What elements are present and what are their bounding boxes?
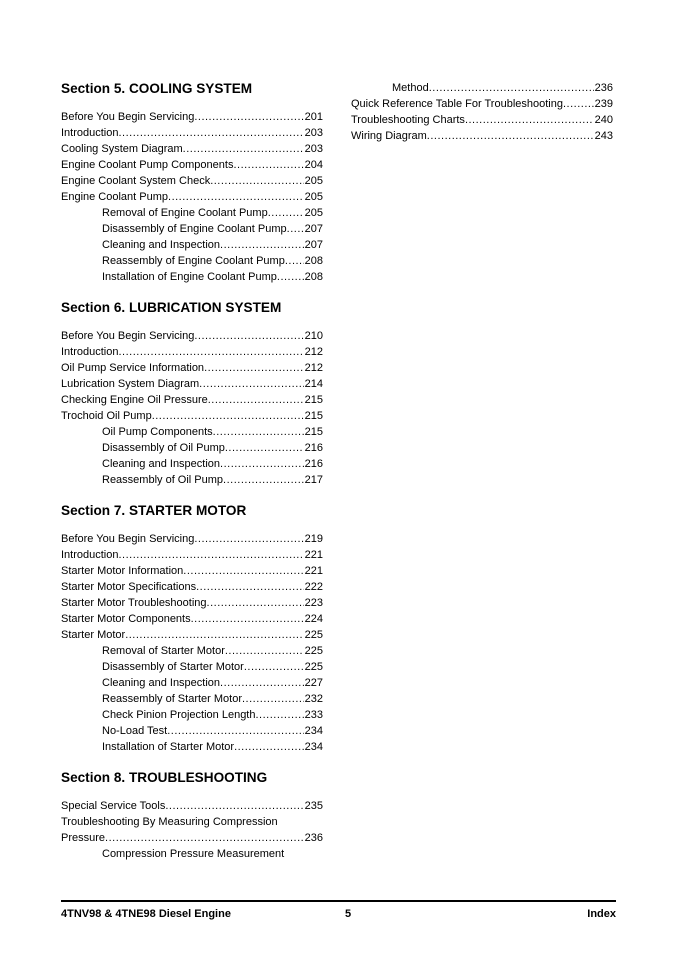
toc-entry [61,814,323,830]
toc-entry-page-number: 204 [304,159,323,171]
dot-leader [118,344,303,360]
toc-section [61,502,323,755]
toc-entry-label: Reassembly of Engine Coolant Pump [102,255,285,267]
toc-entry [61,707,323,723]
toc-entry-page-number: 221 [304,565,323,577]
toc-entry-page-number: 236 [594,82,613,94]
toc-entry-label: Disassembly of Engine Coolant Pump [102,223,287,235]
section-heading: Section 8. TROUBLESHOOTING [61,770,268,785]
toc-entry-label: Before You Begin Servicing [61,111,195,123]
dot-leader [225,440,304,456]
toc-entry [351,80,613,96]
toc-entry-label: Reassembly of Oil Pump [102,474,224,486]
toc-entry [61,563,323,579]
toc-entry-label: Cleaning and Inspection [102,677,221,689]
toc-entry-page-number: 214 [304,378,323,390]
toc-entry-page-number: 225 [304,661,323,673]
toc-entry-page-number: 210 [304,330,323,342]
toc-entry-page-number: 205 [304,207,323,219]
toc-entry [61,675,323,691]
toc-entry-page-number: 215 [304,426,323,438]
toc-entry [61,392,323,408]
toc-entry-label: Engine Coolant Pump [61,191,169,203]
toc-entry [61,547,323,563]
toc-entry-label: Check Pinion Projection Length [102,709,256,721]
dot-leader [563,96,594,112]
toc-entry-label: Oil Pump Components [102,426,213,438]
toc-entry-page-number: 235 [304,800,323,812]
toc-entry [351,96,613,112]
toc-entry-label: Cleaning and Inspection [102,458,221,470]
dot-leader [183,563,303,579]
toc-entry-page-number: 205 [304,175,323,187]
toc-entry-page-number: 216 [304,442,323,454]
toc-entry-label: Starter Motor Components [61,613,191,625]
toc-entry-label: Method [392,82,429,94]
dot-leader [268,205,304,221]
dot-leader [168,189,304,205]
toc-entry-label: Compression Pressure Measurement [102,848,285,860]
dot-leader [183,141,304,157]
toc-entry [61,205,323,221]
toc-section [61,80,323,285]
dot-leader [225,643,304,659]
toc-entry-page-number: 223 [304,597,323,609]
toc-entry-label: Before You Begin Servicing [61,330,195,342]
toc-entry-page-number: 225 [304,645,323,657]
dot-leader [277,269,304,285]
toc-entry-page-number: 207 [304,239,323,251]
toc-entry [61,611,323,627]
section-heading: Section 5. COOLING SYSTEM [61,81,253,96]
dot-leader [196,579,304,595]
toc-entry-label: Installation of Engine Coolant Pump [102,271,277,283]
dot-leader [118,125,303,141]
toc-entry [61,595,323,611]
toc-entry [61,109,323,125]
toc-entry [61,237,323,253]
toc-entry-label: Engine Coolant System Check [61,175,211,187]
dot-leader [210,173,303,189]
toc-entry [61,157,323,173]
toc-entry-page-number: 203 [304,127,323,139]
toc-entry [61,221,323,237]
toc-entry-label: Lubrication System Diagram [61,378,200,390]
toc-entry-page-number: 208 [304,255,323,267]
toc-left-column [61,80,323,862]
toc-entry [61,723,323,739]
toc-entry [61,328,323,344]
toc-entry [61,579,323,595]
dot-leader [208,392,304,408]
dot-leader [465,112,594,128]
toc-entry-page-number: 203 [304,143,323,155]
dot-leader [194,328,303,344]
toc-entry-page-number: 219 [304,533,323,545]
toc-entry [61,189,323,205]
dot-leader [152,408,304,424]
toc-entry-page-number: 240 [594,114,613,126]
toc-entry-label: Reassembly of Starter Motor [102,693,242,705]
toc-entry-label: Trochoid Oil Pump [61,410,152,422]
toc-entry-page-number: 207 [304,223,323,235]
toc-entry-page-number: 224 [304,613,323,625]
dot-leader [233,157,303,173]
toc-entry-label: Before You Begin Servicing [61,533,195,545]
toc-entry-page-number: 236 [304,832,323,844]
dot-leader [118,547,303,563]
toc-entry [61,739,323,755]
toc-entry-label: Disassembly of Oil Pump [102,442,225,454]
dot-leader [220,456,304,472]
toc-entry-label: Cooling System Diagram [61,143,183,155]
dot-leader [285,253,304,269]
toc-entry [351,112,613,128]
toc-entry-label: Troubleshooting By Measuring Compression [61,816,278,828]
footer-document-title: 4TNV98 & 4TNE98 Diesel Engine [61,908,231,920]
toc-entry [61,798,323,814]
dot-leader [234,739,304,755]
dot-leader [213,424,304,440]
toc-entry-page-number: 216 [304,458,323,470]
toc-entry-page-number: 212 [304,346,323,358]
toc-entry-label: Pressure [61,832,106,844]
toc-entry [61,141,323,157]
dot-leader [105,830,304,846]
toc-entry [61,472,323,488]
footer-section-name: Index [587,908,616,920]
toc-entry-label: Quick Reference Table For Troubleshooting [351,98,563,110]
toc-entry-page-number: 205 [304,191,323,203]
toc-entry-label: Checking Engine Oil Pressure [61,394,208,406]
toc-entry-page-number: 243 [594,130,613,142]
toc-entry [61,269,323,285]
toc-entry-label: Removal of Starter Motor [102,645,225,657]
page-footer [61,900,616,926]
toc-entry-label: Introduction [61,549,119,561]
toc-entry-page-number: 215 [304,410,323,422]
dot-leader [194,531,303,547]
toc-entry-page-number: 234 [304,741,323,753]
toc-entry-page-number: 212 [304,362,323,374]
toc-entry-page-number: 222 [304,581,323,593]
toc-entry-label: Disassembly of Starter Motor [102,661,244,673]
dot-leader [191,611,304,627]
section-heading: Section 6. LUBRICATION SYSTEM [61,300,282,315]
toc-entry [61,531,323,547]
toc-entry-page-number: 201 [304,111,323,123]
toc-entry [61,659,323,675]
toc-entry [61,424,323,440]
dot-leader [244,659,304,675]
toc-entry [61,830,323,846]
dot-leader [429,80,594,96]
toc-entry-label: Introduction [61,346,119,358]
dot-leader [220,675,304,691]
dot-leader [125,627,303,643]
footer-page-number: 5 [345,908,352,920]
toc-entry [61,627,323,643]
toc-entry [61,846,323,862]
toc-entry [61,344,323,360]
toc-entry [61,408,323,424]
toc-entry-page-number: 227 [304,677,323,689]
dot-leader [194,109,303,125]
section-heading: Section 7. STARTER MOTOR [61,503,247,518]
toc-section [61,299,323,488]
toc-entry [61,691,323,707]
toc-entry-label: Installation of Starter Motor [102,741,235,753]
toc-entry-label: Starter Motor Troubleshooting [61,597,207,609]
toc-entry [61,376,323,392]
toc-entry [61,456,323,472]
dot-leader [287,221,304,237]
toc-entry-label: Oil Pump Service Information [61,362,205,374]
toc-entry-page-number: 234 [304,725,323,737]
dot-leader [207,595,304,611]
dot-leader [199,376,303,392]
toc-entry-page-number: 239 [594,98,613,110]
toc-entry [61,125,323,141]
toc-entry-label: Starter Motor [61,629,126,641]
toc-right-column [351,80,613,144]
toc-entry-label: Engine Coolant Pump Components [61,159,234,171]
toc-entry [61,440,323,456]
toc-section [61,769,323,862]
toc-entry-label: Special Service Tools [61,800,166,812]
toc-entry-page-number: 225 [304,629,323,641]
toc-entry-label: Cleaning and Inspection [102,239,221,251]
toc-entry [61,253,323,269]
toc-entry-page-number: 232 [304,693,323,705]
dot-leader [242,691,304,707]
toc-entry-page-number: 215 [304,394,323,406]
toc-entry-label: No-Load Test [102,725,168,737]
toc-entry-page-number: 221 [304,549,323,561]
toc-entry-label: Starter Motor Specifications [61,581,197,593]
toc-entry-label: Introduction [61,127,119,139]
dot-leader [167,723,303,739]
toc-entry-label: Removal of Engine Coolant Pump [102,207,268,219]
toc-entry-page-number: 208 [304,271,323,283]
dot-leader [165,798,303,814]
toc-entry-label: Wiring Diagram [351,130,427,142]
dot-leader [255,707,303,723]
dot-leader [220,237,304,253]
toc-entry [61,643,323,659]
toc-entry-label: Starter Motor Information [61,565,184,577]
dot-leader [427,128,594,144]
dot-leader [223,472,304,488]
toc-entry [351,128,613,144]
toc-entry-label: Troubleshooting Charts [351,114,465,126]
toc-entry-page-number: 217 [304,474,323,486]
dot-leader [204,360,304,376]
toc-entry-page-number: 233 [304,709,323,721]
toc-entry [61,173,323,189]
toc-entry [61,360,323,376]
